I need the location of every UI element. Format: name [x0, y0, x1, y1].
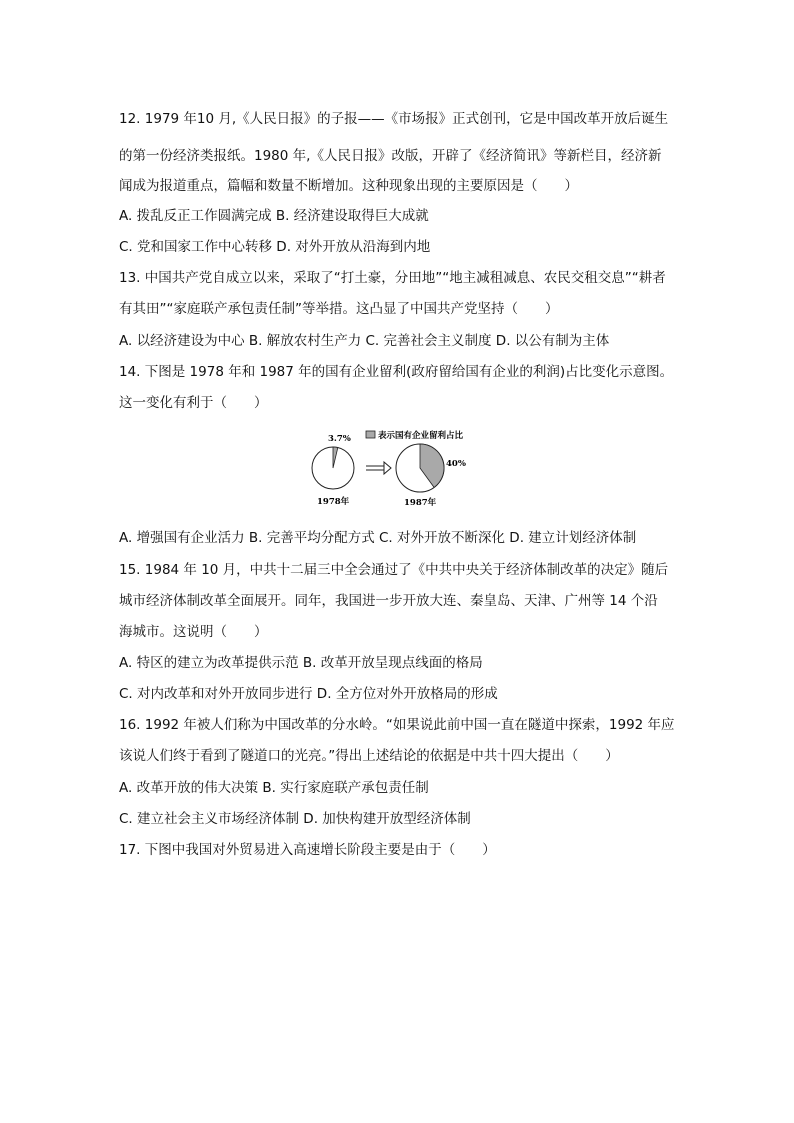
retained-profit-figure: [300, 424, 500, 510]
q12-line-3: 闻成为报道重点，篇幅和数量不断增加。这种现象出现的主要原因是（ ）: [119, 178, 578, 194]
q14-line-1: 14. 下图是 1978 年和 1987 年的国有企业留利(政府留给国有企业的利润)占比变化示意图。: [119, 364, 674, 380]
q16-line-2: 该说人们终于看到了隧道口的光亮。”得出上述结论的依据是中共十四大提出（ ）: [119, 748, 619, 764]
q16-line-1: 16. 1992 年被人们称为中国改革的分水岭。“如果说此前中国一直在隧道中探索，1992 年应: [119, 717, 675, 733]
pie-1987-share-label: 40%: [446, 459, 466, 469]
arrow-icon: [366, 462, 391, 474]
q15-line-1: 15. 1984 年 10 月，中共十二届三中全会通过了《中共中央关于经济体制改革的决定》随后: [119, 562, 669, 578]
q15-options-cd: C. 对内改革和对外开放同步进行 D. 全方位对外开放格局的形成: [119, 686, 498, 702]
q15-options-ab: A. 特区的建立为改革提供示范 B. 改革开放呈现点线面的格局: [119, 655, 483, 671]
q12-options-cd: C. 党和国家工作中心转移 D. 对外开放从沿海到内地: [119, 239, 431, 255]
q12-line-1: 12. 1979 年10 月,《人民日报》的子报——《市场报》正式创刊，它是中国改革开放后诞生: [119, 111, 669, 127]
q15-line-3: 海城市。这说明（ ）: [119, 624, 268, 640]
legend-swatch: [366, 431, 375, 438]
legend-label: 表示国有企业留利占比: [378, 431, 464, 441]
q13-line-1: 13. 中国共产党自成立以来，采取了“打土豪，分田地”“地主减租减息、农民交租交息”“耕者: [119, 270, 666, 286]
q12-options-ab: A. 拨乱反正工作圆满完成 B. 经济建设取得巨大成就: [119, 208, 429, 224]
q15-line-2: 城市经济体制改革全面展开。同年，我国进一步开放大连、秦皇岛、天津、广州等 14 个沿: [119, 593, 658, 609]
q14-line-2: 这一变化有利于（ ）: [119, 395, 268, 411]
q13-line-2: 有其田”“家庭联产承包责任制”等举措。这凸显了中国共产党坚持（ ）: [119, 301, 559, 317]
q16-options-cd: C. 建立社会主义市场经济体制 D. 加快构建开放型经济体制: [119, 811, 471, 827]
q12-line-2: 的第一份经济类报纸。1980 年,《人民日报》改版，开辟了《经济简讯》等新栏目，经济新: [119, 148, 662, 164]
q13-options: A. 以经济建设为中心 B. 解放农村生产力 C. 完善社会主义制度 D. 以公有制为主体: [119, 333, 610, 349]
q16-options-ab: A. 改革开放的伟大决策 B. 实行家庭联产承包责任制: [119, 780, 429, 796]
q17-line-1: 17. 下图中我国对外贸易进入高速增长阶段主要是由于（ ）: [119, 842, 496, 858]
pie-1978-share-label: 3.7%: [328, 434, 351, 444]
pie-1987-year-label: 1987年: [404, 498, 437, 508]
q14-options: A. 增强国有企业活力 B. 完善平均分配方式 C. 对外开放不断深化 D. 建立计划经济体制: [119, 530, 637, 546]
pie-1978-year-label: 1978年: [317, 497, 350, 507]
